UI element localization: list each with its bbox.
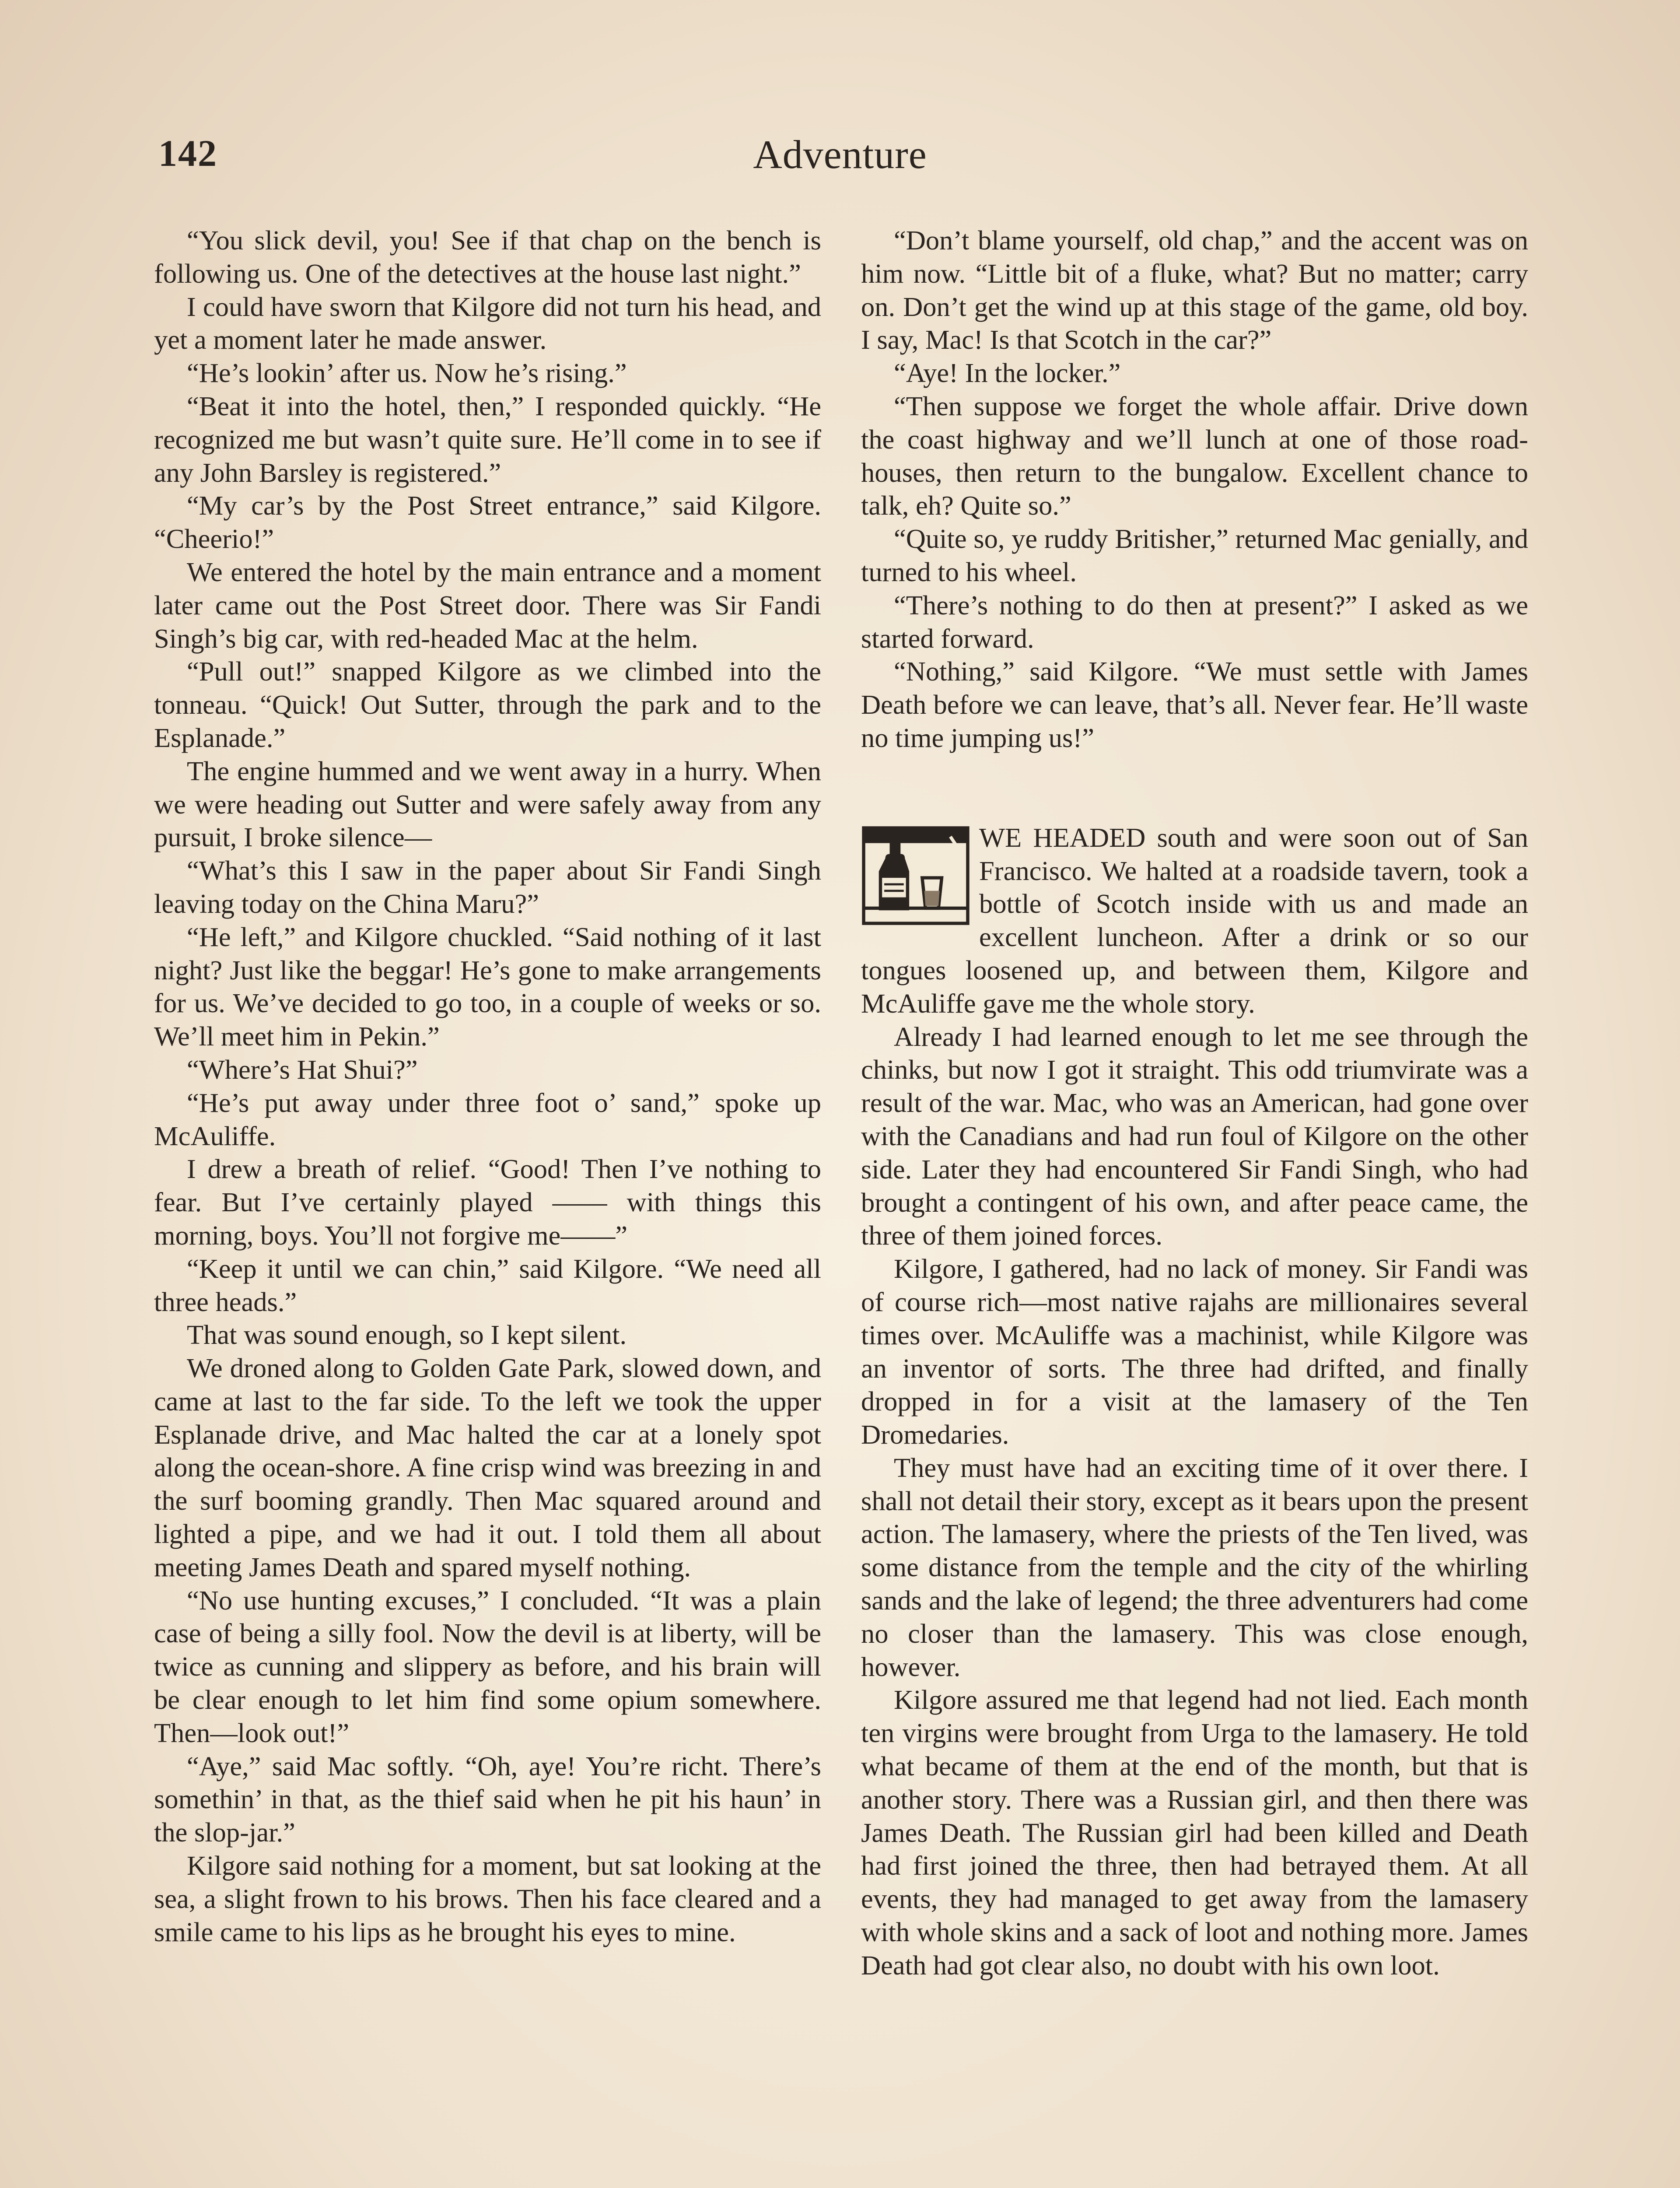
paragraph: “There’s nothing to do then at present?” I asked as we started forward. bbox=[861, 589, 1528, 654]
paragraph: “Beat it into the hotel, then,” I responded quickly. “He recognized me but wasn’t quite sure. He’ll come in to see if any John Barsley is registered.” bbox=[154, 390, 821, 488]
paragraph: Kilgore assured me that legend had not lied. Each month ten virgins were brought from Urga to the lamasery. He told what became of them at the end of the month, but that is another story. There was a Russian girl, and then there was James Death. The Russian girl had been killed and Death had first joined the three, then had betrayed them. At all events, they had managed to get away from the lamasery with whole skins and a sack of loot and nothing more. James Death had got clear also, no doubt with his own loot. bbox=[861, 1684, 1528, 1981]
paragraph: “No use hunting excuses,” I concluded. “It was a plain case of being a silly fool. Now the devil is at liberty, will be twice as cunning and slippery as before, and his brain will be clear enough to let him find some opium somewhere. Then—look out!” bbox=[154, 1585, 821, 1748]
right-column bbox=[861, 224, 1528, 1982]
paragraph: I could have sworn that Kilgore did not turn his head, and yet a moment later he made answer. bbox=[154, 291, 821, 355]
paragraph: “He’s put away under three foot o’ sand,” spoke up McAuliffe. bbox=[154, 1087, 821, 1151]
paragraph: “What’s this I saw in the paper about Sir Fandi Singh leaving today on the China Maru?” bbox=[154, 855, 821, 919]
paragraph: I drew a breath of relief. “Good! Then I’ve nothing to fear. But I’ve certainly played —— with things this morning, boys. You’ll not forgive me——” bbox=[154, 1154, 821, 1251]
running-head: Adventure bbox=[753, 132, 927, 177]
paragraph: “He’s lookin’ after us. Now he’s rising.” bbox=[187, 358, 627, 389]
left-column bbox=[154, 224, 821, 1949]
paragraph: That was sound enough, so I kept silent. bbox=[187, 1319, 627, 1350]
paragraph: “You slick devil, you! See if that chap on the bench is following us. One of the detectives at the house last night.” bbox=[154, 225, 821, 289]
page-number: 142 bbox=[158, 132, 217, 174]
paragraph: Kilgore, I gathered, had no lack of money. Sir Fandi was of course rich—most native rajahs are millionaires several times over. McAuliffe was a machinist, while Kilgore was an inventor of sorts. The three had drifted, and finally dropped in for a visit at the lamasery of the Ten Dromedaries. bbox=[861, 1253, 1528, 1450]
section-break bbox=[861, 755, 1528, 821]
paragraph: “He left,” and Kilgore chuckled. “Said nothing of it last night? Just like the beggar! He’s gone to make arrangements for us. We’ve decided to go too, in a couple of weeks or so. We’ll meet him in Pekin.” bbox=[154, 921, 821, 1052]
paragraph: “Quite so, ye ruddy Britisher,” returned Mac genially, and turned to his wheel. bbox=[861, 523, 1528, 587]
paragraph: “Aye,” said Mac softly. “Oh, aye! You’re richt. There’s somethin’ in that, as the thief said when he pit his haun’ in the slop-jar.” bbox=[154, 1750, 821, 1848]
paragraph: Already I had learned enough to let me see through the chinks, but now I got it straight. This odd triumvirate was a result of the war. Mac, who was an American, had gone over with the Canadians and had run foul of Kilgore on the other side. Later they had encountered Sir Fandi Singh, who had brought a contingent of his own, and after peace came, the three of them joined forces. bbox=[861, 1021, 1528, 1251]
paragraph: “Then suppose we forget the whole affair. Drive down the coast highway and we’ll lunch at one of those road-houses, then return to the bungalow. Excellent chance to talk, eh? Quite so.” bbox=[861, 390, 1528, 521]
paragraph: “My car’s by the Post Street entrance,” said Kilgore. “Cheerio!” bbox=[154, 490, 821, 554]
bottle-and-glass-icon bbox=[861, 826, 970, 926]
paragraph: “Aye! In the locker.” bbox=[894, 358, 1121, 389]
paragraph: “Keep it until we can chin,” said Kilgore. “We need all three heads.” bbox=[154, 1253, 821, 1317]
paragraph: We entered the hotel by the main entrance and a moment later came out the Post Street door. There was Sir Fandi Singh’s big car, with red-headed Mac at the helm. bbox=[154, 556, 821, 654]
paragraph: “Nothing,” said Kilgore. “We must settle with James Death before we can leave, that’s all. Never fear. He’ll waste no time jumping us!” bbox=[861, 656, 1528, 753]
section-opening-paragraph: WE HEADED south and were soon out of San Francisco. We halted at a roadside tavern, took a bottle of Scotch inside with us and made an excellent luncheon. After a drink or so our tongues loosened up, and between them, Kilgore and McAuliffe gave me the whole story. bbox=[861, 822, 1528, 1019]
paragraph: They must have had an exciting time of it over there. I shall not detail their story, except as it bears upon the present action. The lamasery, where the priests of the Ten lived, was some distance from the temple and the city of the whirling sands and the lake of legend; the three adventurers had come no closer than the lamasery. This was close enough, however. bbox=[861, 1452, 1528, 1682]
paragraph: “Don’t blame yourself, old chap,” and the accent was on him now. “Little bit of a fluke, what? But no matter; carry on. Don’t get the wind up at this stage of the game, old boy. I say, Mac! Is that Scotch in the car?” bbox=[861, 225, 1528, 355]
paragraph: We droned along to Golden Gate Park, slowed down, and came at last to the far side. To the left we took the upper Esplanade drive, and Mac halted the car at a lonely spot along the ocean-shore. A fine crisp wind was breezing in and the surf booming grandly. Then Mac squared around and lighted a pipe, and we had it out. I told them all about meeting James Death and spared myself nothing. bbox=[154, 1353, 821, 1582]
paragraph: The engine hummed and we went away in a hurry. When we were heading out Sutter and were safely away from any pursuit, I broke silence— bbox=[154, 755, 821, 853]
paragraph: “Where’s Hat Shui?” bbox=[187, 1054, 418, 1085]
paragraph: “Pull out!” snapped Kilgore as we climbed into the tonneau. “Quick! Out Sutter, through the park and to the Esplanade.” bbox=[154, 656, 821, 753]
paragraph: Kilgore said nothing for a moment, but sat looking at the sea, a slight frown to his brows. Then his face cleared and a smile came to his lips as he brought his eyes to mine. bbox=[154, 1850, 821, 1947]
